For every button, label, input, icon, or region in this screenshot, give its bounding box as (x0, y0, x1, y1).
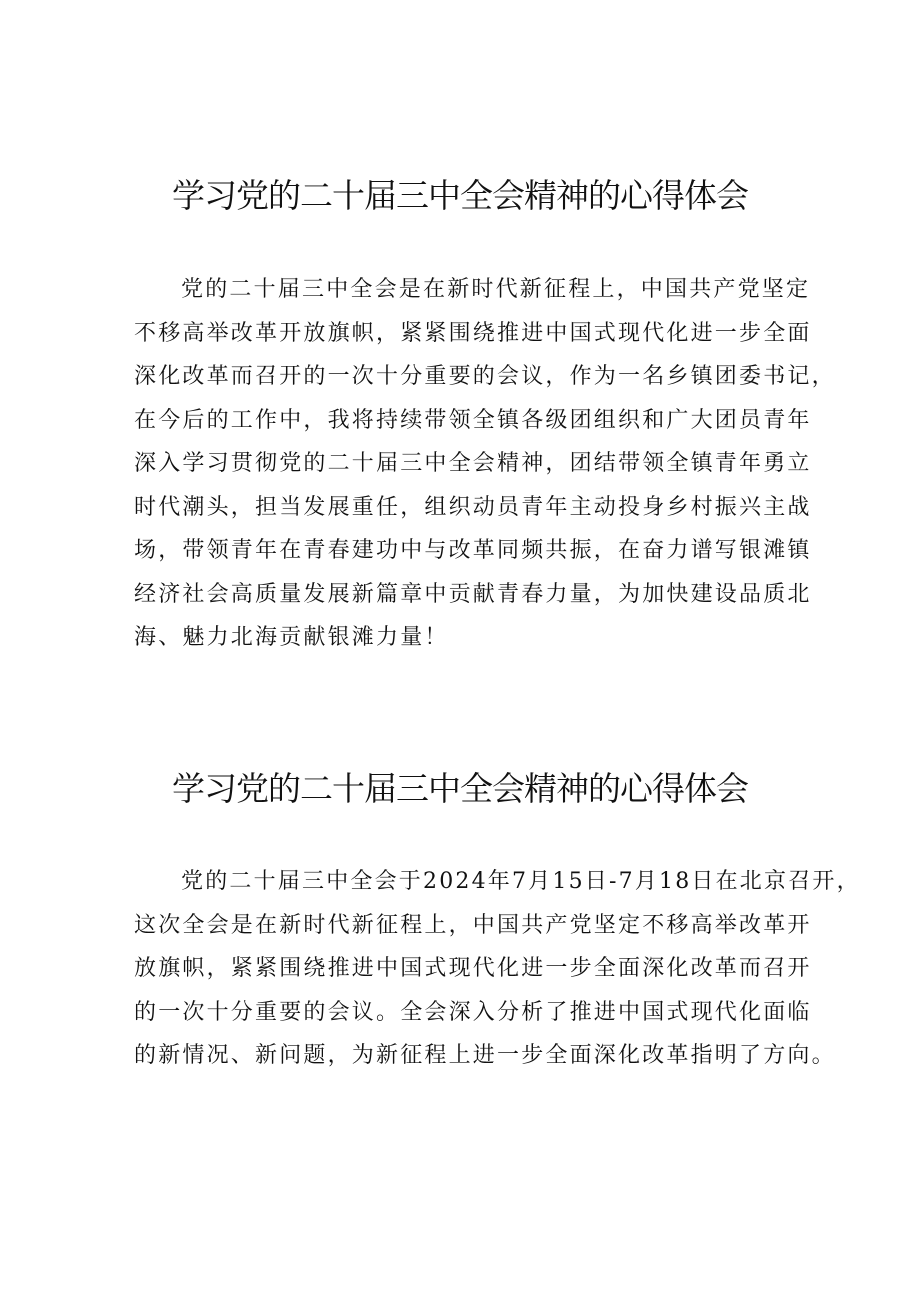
paragraph-line: 时代潮头，担当发展重任，组织动员青年主动投身乡村振兴主战 (134, 494, 812, 520)
section-2-title: 学习党的二十届三中全会精神的心得体会 (172, 769, 748, 808)
paragraph-line: 深入学习贯彻党的二十届三中全会精神，团结带领全镇青年勇立 (134, 451, 812, 476)
paragraph-line: 放旗帜，紧紧围绕推进中国式现代化进一步全面深化改革而召开 (134, 956, 812, 981)
paragraph-line: 党的二十届三中全会于2024年7月15日-7月18日在北京召开， (181, 869, 861, 894)
paragraph-line: 海、魅力北海贡献银滩力量！ (134, 625, 449, 650)
paragraph-line: 的新情况、新问题，为新征程上进一步全面深化改革指明了方向。 (134, 1043, 836, 1068)
paragraph-line: 深化改革而召开的一次十分重要的会议，作为一名乡镇团委书记， (134, 364, 836, 389)
section-1-paragraph (134, 268, 836, 660)
paragraph-line: 在今后的工作中，我将持续带领全镇各级团组织和广大团员青年 (134, 407, 812, 433)
paragraph-line: 这次全会是在新时代新征程上，中国共产党坚定不移高举改革开 (134, 912, 812, 938)
paragraph-line: 的一次十分重要的会议。全会深入分析了推进中国式现代化面临 (134, 999, 812, 1025)
paragraph-line: 经济社会高质量发展新篇章中贡献青春力量，为加快建设品质北 (134, 581, 812, 607)
paragraph-line: 场，带领青年在青春建功中与改革同频共振，在奋力谱写银滩镇 (134, 538, 812, 563)
paragraph-line: 不移高举改革开放旗帜，紧紧围绕推进中国式现代化进一步全面 (134, 320, 812, 346)
section-1-title: 学习党的二十届三中全会精神的心得体会 (172, 176, 748, 215)
paragraph-line: 党的二十届三中全会是在新时代新征程上，中国共产党坚定 (181, 277, 811, 302)
section-2-paragraph (134, 860, 861, 1078)
